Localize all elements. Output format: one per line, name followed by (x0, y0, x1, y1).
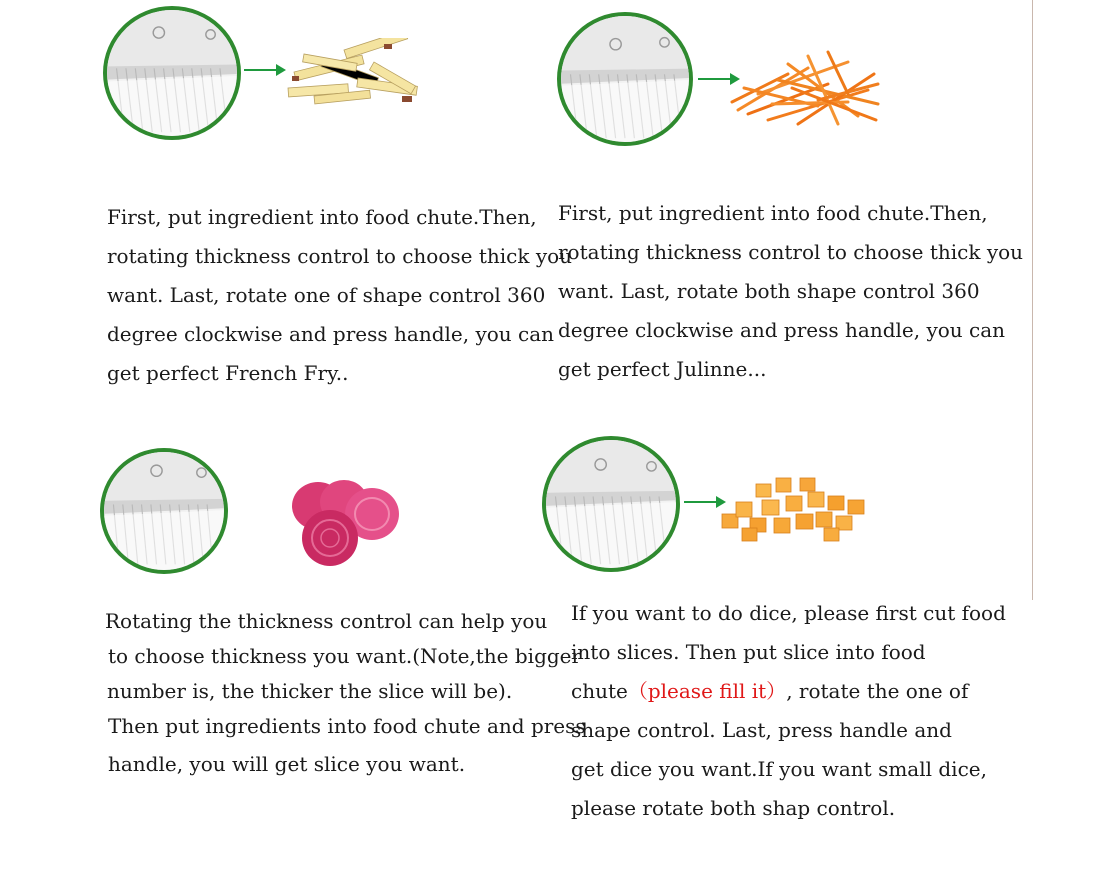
text-line: number is, the thicker the slice will be). (107, 679, 513, 703)
page-edge-divider (1032, 0, 1033, 600)
fill-note: （please fill it） (627, 679, 787, 703)
text-line: get perfect French Fry.. (107, 361, 349, 385)
text-line: First, put ingredient into food chute.Then, (107, 205, 537, 229)
text-line: rotating thickness control to choose thick you (107, 244, 573, 268)
text-segment: , rotate the one of (786, 679, 969, 703)
text-line: to choose thickness you want.(Note,the bigger (108, 644, 582, 668)
text-line: handle, you will get slice you want. (108, 752, 466, 776)
instructions-dice (571, 594, 1006, 828)
beet-slices-image (284, 478, 404, 570)
blade-closeup-image (100, 448, 228, 574)
text-line: want. Last, rotate both shape control 360 (558, 279, 980, 303)
blade-closeup-image (542, 436, 680, 572)
arrow-right-icon (244, 62, 286, 78)
text-line: into slices. Then put slice into food (571, 640, 926, 664)
instructions-french-fry (107, 198, 572, 393)
instructions-julienne (558, 194, 1023, 389)
text-line: shape control. Last, press handle and (571, 718, 952, 742)
text-line: degree clockwise and press handle, you can (558, 318, 1006, 342)
text-line: please rotate both shap control. (571, 796, 896, 820)
text-line: get dice you want.If you want small dice, (571, 757, 987, 781)
blade-closeup-image (557, 12, 693, 146)
text-line: Then put ingredients into food chute and press (108, 714, 586, 738)
julienne-carrot-image (728, 44, 882, 130)
text-line: Rotating the thickness control can help you (105, 609, 548, 633)
text-segment: chute (571, 679, 628, 703)
french-fries-image (284, 38, 430, 114)
diced-sweet-potato-image (716, 474, 868, 546)
text-line: If you want to do dice, please first cut food (571, 601, 1006, 625)
text-line: degree clockwise and press handle, you can (107, 322, 555, 346)
instructions-slice (105, 604, 586, 785)
text-line-with-note (571, 672, 1006, 711)
text-line: get perfect Julinne... (558, 357, 767, 381)
text-line: First, put ingredient into food chute.Then, (558, 201, 988, 225)
text-line: want. Last, rotate one of shape control 360 (107, 283, 546, 307)
blade-closeup-image (103, 6, 241, 140)
text-line: rotating thickness control to choose thick you (558, 240, 1024, 264)
